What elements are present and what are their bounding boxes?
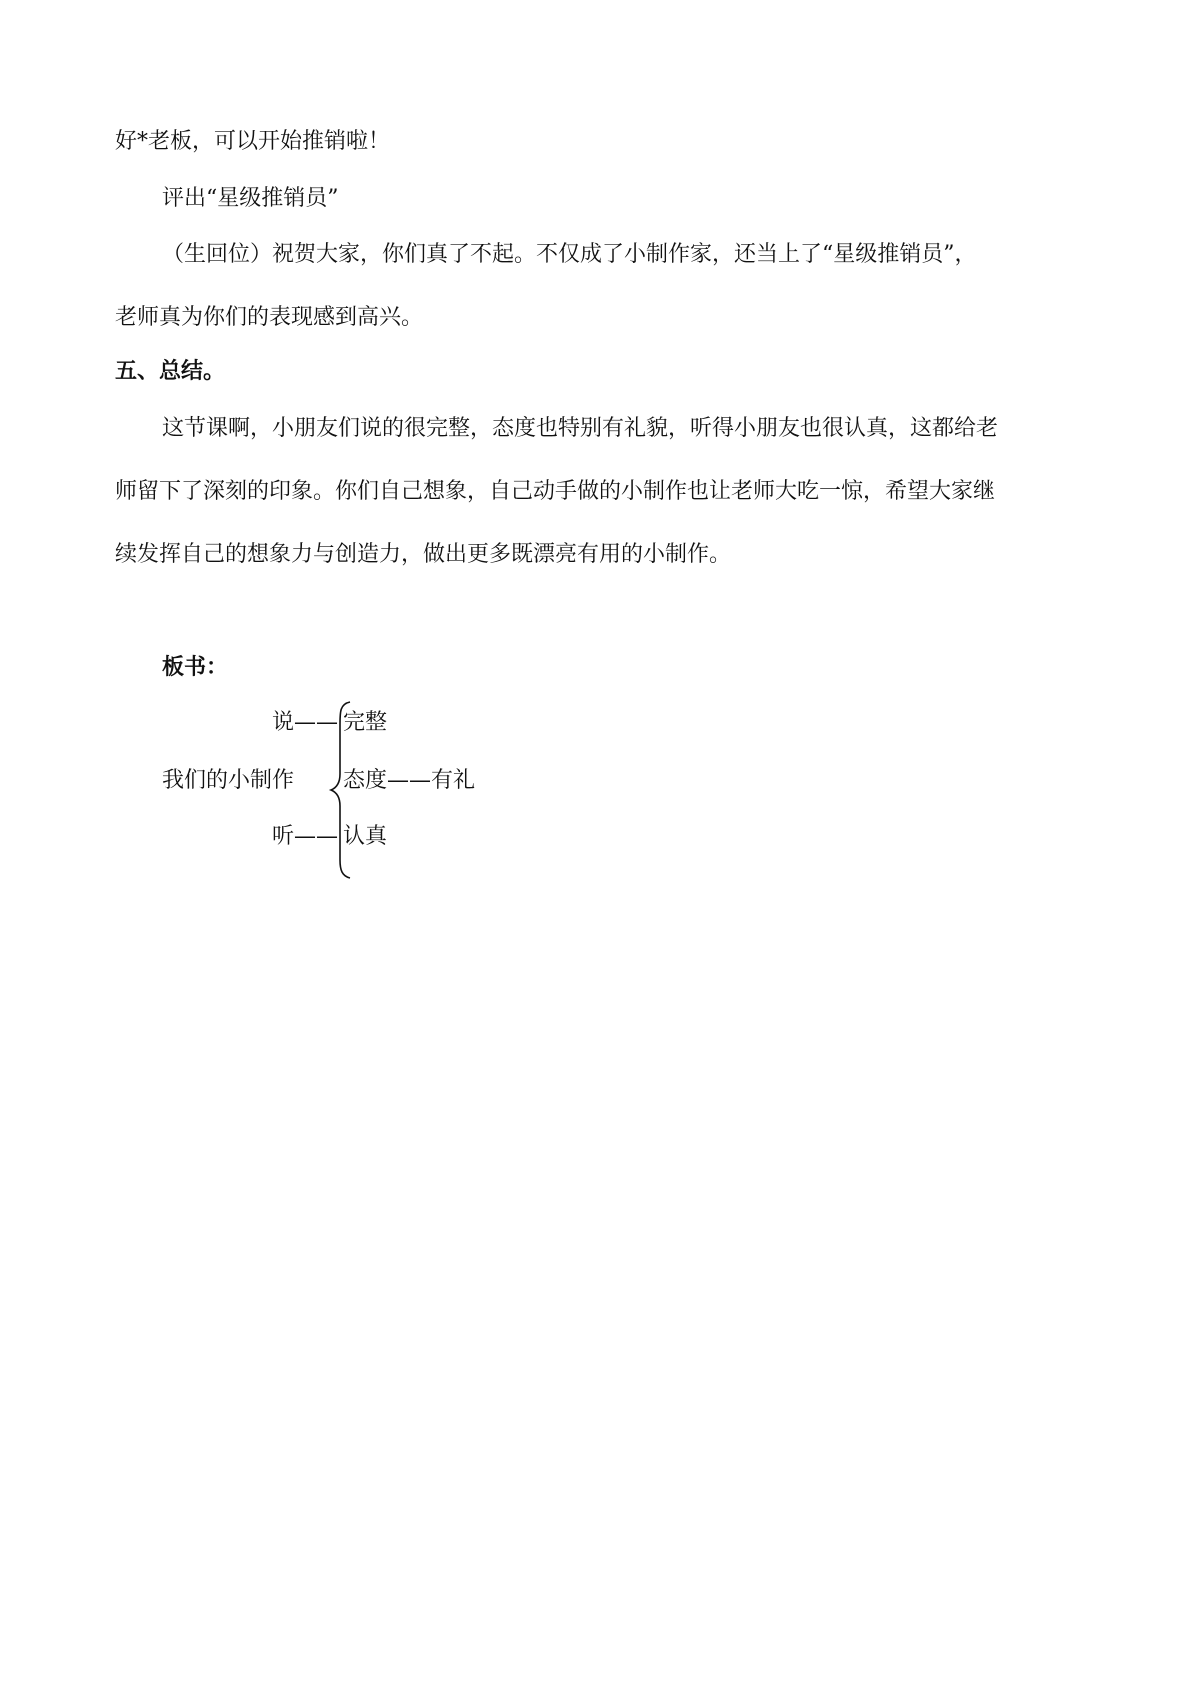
paragraph-line: 评出“星级推销员”	[162, 186, 339, 211]
board-center-label: 我们的小制作	[162, 768, 295, 793]
section-heading: 五、总结。	[115, 359, 226, 384]
board-item-right: 态度——有礼	[343, 768, 476, 793]
board-item-right: 完整	[343, 710, 388, 735]
paragraph-line: 续发挥自己的想象力与创造力，做出更多既漂亮有用的小制作。	[115, 542, 732, 567]
board-item-left: 说——	[272, 710, 339, 735]
board-item-left: 听——	[272, 824, 339, 849]
paragraph-line: 老师真为你们的表现感到高兴。	[115, 305, 424, 330]
paragraph-line: 师留下了深刻的印象。你们自己想象，自己动手做的小制作也让老师大吃一惊，希望大家继	[115, 479, 996, 504]
paragraph-line: 好*老板，可以开始推销啦！	[115, 129, 391, 154]
paragraph-line: 这节课啊，小朋友们说的很完整，态度也特别有礼貌，听得小朋友也很认真，这都给老	[162, 416, 999, 441]
board-item-right: 认真	[343, 824, 388, 849]
board-heading: 板书：	[162, 655, 229, 680]
curly-brace-icon	[330, 700, 354, 880]
paragraph-line: （生回位）祝贺大家，你们真了不起。不仅成了小制作家，还当上了“星级推销员”，	[162, 242, 977, 267]
